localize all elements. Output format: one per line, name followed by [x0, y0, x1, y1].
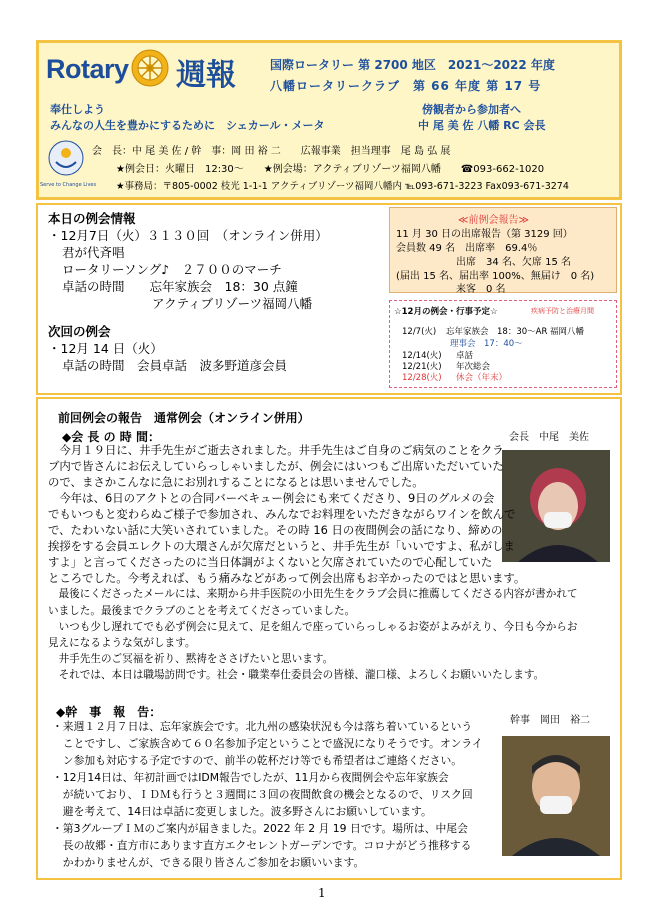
secretary-report-line: ・第3グループＩＭのご案内が届きました。2022 年 2 月 19 日です。場所は、中尾会	[52, 822, 468, 835]
serve-to-change-lives-icon	[46, 138, 86, 178]
newsletter-title: 週報	[176, 58, 236, 93]
schedule-date: 12/14(火)	[402, 351, 442, 361]
schedule-note: 疾病予防と治療月間	[531, 307, 594, 315]
report-paragraph-line: 挨拶をする会員エレクトの大環さんが欠席だというと、井手先生が「いいですよ、私がしま	[48, 539, 515, 553]
today-heading: 本日の例会情報	[48, 211, 136, 226]
rotary-wheel-icon	[130, 48, 170, 88]
report-paragraph-line: 今年は、6日のアクトとの合同バーベキュー例会にも来てくださり、9日のグルメの会	[48, 491, 495, 505]
secretary-report-line: 長の故郷・直方市にあります直方エクセレントガーデンです。コロナがどう推移する	[52, 839, 472, 852]
officers-line: 会 長：中 尾 美 佐 / 幹 事：岡 田 裕 二 広報事業 担当理事 尾 島 弘 展	[92, 146, 451, 157]
schedule-text: 理事会 17：40～	[450, 339, 523, 349]
prev-report-line: (届出 15 名、届出率 100%、無届け 0 名)	[396, 271, 595, 282]
prev-report-line: 11 月 30 日の出席報告（第 3129 回）	[396, 229, 573, 240]
meeting-info: ★例会日：火曜日 12:30～ ★例会場：アクティブリゾーツ福岡八幡 ☎093-662-1020	[116, 164, 545, 175]
secretary-report-line: が続いており、ＩＤＭも行うと３週間に３回の夜間飲食の機会となるので、リスク回	[52, 788, 473, 801]
president-heading: ◆会 長 の 時 間：	[62, 430, 160, 444]
prev-report-line: 出席 34 名、欠席 15 名	[456, 257, 571, 268]
office-info: ★事務局：〒805-0002 枝光 1-1-1 アクティブリゾーツ福岡八幡内 ℡093-671-3223 Fax093-671-3274	[116, 181, 569, 192]
report-heading: 前回例会の報告 通常例会（オンライン併用）	[58, 411, 310, 425]
schedule-date: 12/21(火)	[402, 362, 442, 372]
page-number: 1	[318, 886, 326, 900]
schedule-text: 忘年家族会 18：30～AR 福岡八幡	[446, 327, 585, 337]
report-paragraph-line: 井手先生のご冥福を祈り、黙祷をささげたいと思います。	[48, 653, 334, 665]
secretary-caption: 幹事 岡田 裕二	[510, 715, 590, 726]
today-line: ・12月7日（火）３１３０回 （オンライン併用）	[48, 228, 328, 243]
schedule-text: 卓話	[456, 351, 474, 361]
secretary-heading: ◆幹 事 報 告：	[56, 705, 162, 719]
next-line: 卓話の時間 会員卓話 波多野道彦会員	[62, 358, 288, 373]
report-paragraph-line: いました。最後までクラブのことを考えてくださっていました。	[48, 605, 356, 617]
report-paragraph-line: すよ」と言ってくださったのに当日体調がよくないと欠席されていたので心配していた	[48, 555, 493, 569]
president-caption: 会長 中尾 美佐	[509, 432, 589, 443]
secretary-report-line: かわかりませんが、できる限り皆さんご参加をお願いいます。	[52, 856, 365, 869]
next-heading: 次回の例会	[48, 324, 111, 339]
report-paragraph-line: それでは、本日は職場訪問です。社会・職業奉仕委員会の皆様、瀧口様、よろしくお願いいたします。	[48, 669, 545, 681]
today-line: ロータリーソング♪ ２７００のマーチ	[62, 262, 282, 277]
report-paragraph-line: ブ内で皆さんにお伝えしていらっしゃいましたが、例会にはいつもご出席いただいていた	[48, 459, 504, 473]
secretary-report-line: 避を考えて、14日は卓話に変更しました。波多野さんにお願いしています。	[52, 805, 432, 818]
secretary-report-line: ことですし、ご家族含めて６０名参加予定ということで盛況になりそうです。オンライ	[52, 737, 483, 750]
serve-caption: Serve to Change Lives	[40, 182, 97, 188]
club-theme-1: 傍観者から参加者へ	[422, 103, 521, 116]
report-paragraph-line: 今月１９日に、井手先生がご逝去されました。井手先生はご自身のご病気のことをクラ	[48, 443, 504, 457]
prev-report-title: ≪前例会報告≫	[458, 215, 529, 226]
report-paragraph-line: 見えになるような気がします。	[48, 637, 196, 649]
today-line: アクティブリゾーツ福岡八幡	[152, 296, 313, 311]
report-paragraph-line: ので、まさかこんなに急にお別れすることになるとは思いませんでした。	[48, 475, 424, 489]
ri-theme-1: 奉仕しよう	[50, 103, 105, 116]
today-line: 君が代斉唱	[62, 245, 125, 260]
today-line: 卓話の時間 忘年家族会 18：30 点鐘	[62, 279, 298, 294]
report-paragraph-line: でもいつもと変わらぬご様子で参加され、みんなでお料理をいただきながらワインを飲んで	[48, 507, 516, 521]
district-year: 国際ロータリー 第 2700 地区 2021～2022 年度	[270, 58, 555, 72]
schedule-text: 年次総会	[456, 362, 491, 372]
report-paragraph-line: 最後にくださったメールには、来期から井手医院の小田先生をクラブ会員に推薦してくださる内容が書かれて	[48, 588, 578, 600]
next-line: ・12月 14 日（火）	[48, 341, 163, 356]
secretary-photo	[502, 736, 610, 856]
rotary-logo-text: Rotary	[46, 54, 129, 84]
schedule-date: 12/7(火)	[402, 327, 437, 337]
schedule-text: 休会（年末）	[456, 373, 508, 383]
report-paragraph-line: ところでした。今考えれば、もう痛みなどがあって例会出席もお辛かったのではと思います。	[48, 571, 526, 585]
report-paragraph-line: いつも少し遅れてでも必ず例会に見えて、足を組んで座っていらっしゃるお姿がよみがえり、今日も今からお	[48, 621, 578, 633]
ri-theme-2: みんなの人生を豊かにするために シェカール・メータ	[50, 119, 325, 132]
prev-report-line: 会員数 49 名 出席率 69.4％	[396, 243, 538, 254]
report-paragraph-line: で、たわいない話に大笑いされていました。その時 16 日の夜間例会の話になり、締めの	[48, 523, 503, 537]
club-issue: 八幡ロータリークラブ 第 66 年度 第 17 号	[270, 79, 542, 93]
prev-report-line: 来客 0 名	[456, 284, 506, 295]
secretary-report-line: ン参加も対応する予定ですので、前半の乾杯だけ等でも希望者はご連絡ください。	[52, 754, 463, 767]
secretary-report-line: ・12月14日は、年初計画ではIDM報告でしたが、11月から夜間例会や忘年家族会	[52, 771, 449, 784]
schedule-date: 12/28(火)	[402, 373, 442, 383]
president-photo	[502, 450, 610, 562]
club-theme-2: 中 尾 美 佐 八幡 RC 会長	[418, 119, 546, 132]
secretary-report-line: ・来週１２月７日は、忘年家族会です。北九州の感染状況も今は落ち着いているという	[52, 720, 473, 733]
schedule-title: ☆12月の例会・行事予定☆	[394, 307, 498, 317]
